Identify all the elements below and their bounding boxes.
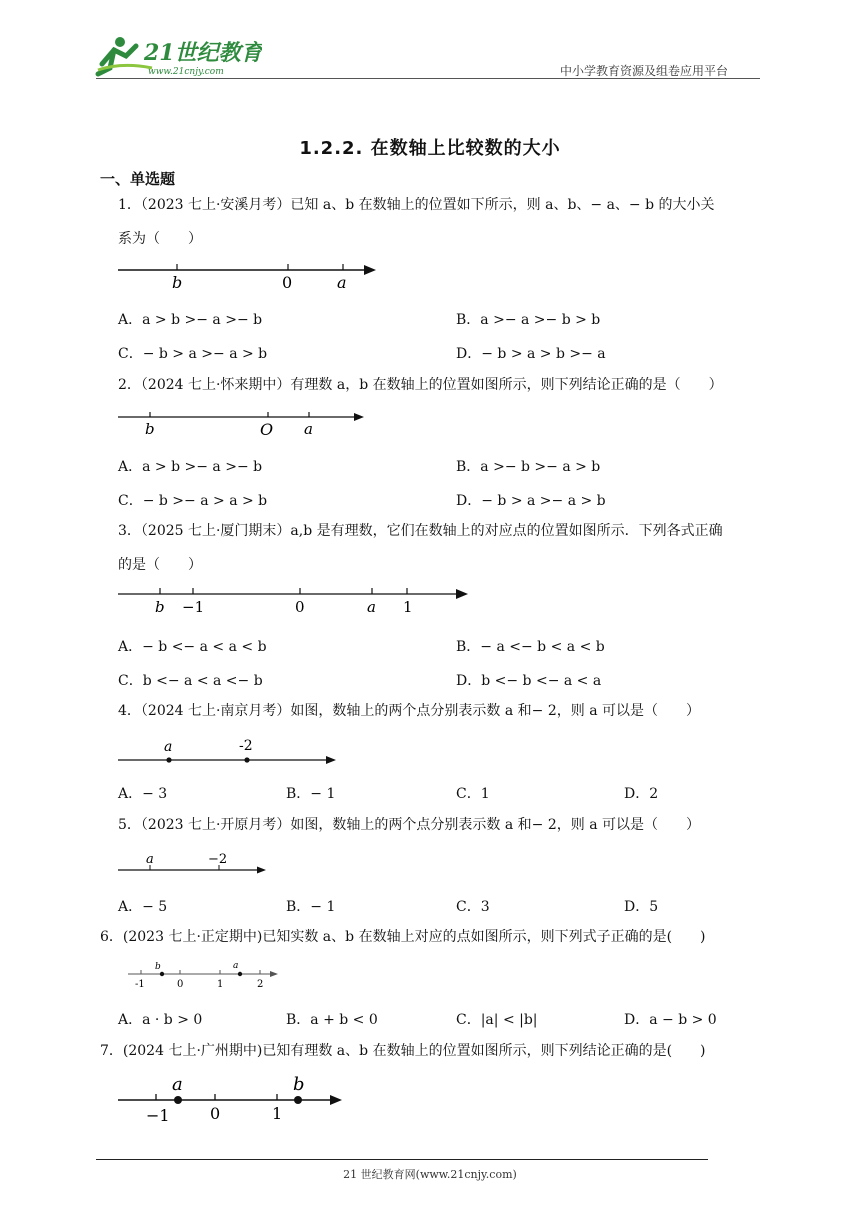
axis-label-a: a (304, 420, 313, 438)
q1-option-c[interactable]: C．− b > a >− a > b (118, 346, 268, 362)
q3-option-d[interactable]: D．b <− b <− a < a (456, 673, 602, 689)
axis-label-b: b (155, 598, 165, 616)
q5-option-d[interactable]: D．5 (624, 899, 659, 915)
question-3-stem-cont: 的是（ ） (118, 557, 202, 573)
q6-option-a[interactable]: A．a · b > 0 (118, 1012, 203, 1028)
question-4-stem: 4．（2024 七上·南京月考）如图，数轴上的两个点分别表示数 a 和− 2，则 a 可以是（ ） (118, 703, 701, 719)
question-5-stem: 5．（2023 七上·开原月考）如图，数轴上的两个点分别表示数 a 和− 2，则 a 可以是（ ） (118, 817, 701, 833)
question-1-number-line (116, 256, 386, 296)
q1-option-a[interactable]: A．a > b >− a >− b (118, 312, 263, 328)
question-4-number-line (116, 734, 346, 770)
question-7-number-line (116, 1070, 356, 1126)
q3-option-c[interactable]: C．b <− a < a <− b (118, 673, 263, 689)
page-title: 1.2.2. 在数轴上比较数的大小 (299, 138, 561, 159)
q2-option-d[interactable]: D．− b > a >− a > b (456, 493, 606, 509)
question-2-stem: 2．（2024 七上·怀来期中）有理数 a，b 在数轴上的位置如图所示，则下列结论正确的是（ ） (118, 377, 723, 393)
platform-name: 中小学教育资源及组卷应用平台 (560, 64, 729, 78)
axis-label-1: 1 (217, 979, 224, 990)
q4-option-a[interactable]: A．− 3 (118, 786, 168, 802)
q1-option-b[interactable]: B．a >− a >− b > b (456, 312, 601, 328)
logo-text: 21世纪教育 (144, 40, 262, 66)
q1-option-d[interactable]: D．− b > a > b >− a (456, 346, 606, 362)
section-heading: 一、单选题 (100, 170, 176, 188)
question-3-number-line (116, 582, 476, 622)
question-2-number-line (116, 406, 376, 442)
q3-option-a[interactable]: A．− b <− a < a < b (118, 639, 267, 655)
logo-url: www.21cnjy.com (148, 67, 224, 77)
q5-option-b[interactable]: B．− 1 (286, 899, 336, 915)
footer-divider (96, 1159, 708, 1160)
axis-label-origin: O (260, 420, 274, 439)
q2-option-b[interactable]: B．a >− b >− a > b (456, 459, 601, 475)
axis-label-neg1: −1 (182, 598, 205, 616)
q4-option-c[interactable]: C．1 (456, 786, 490, 802)
axis-label-2: 2 (257, 979, 264, 990)
axis-label-0: 0 (210, 1104, 221, 1123)
axis-label-b: b (172, 273, 183, 292)
q4-option-d[interactable]: D．2 (624, 786, 659, 802)
q3-option-b[interactable]: B．− a <− b < a < b (456, 639, 605, 655)
axis-label-0: 0 (282, 273, 293, 292)
header-divider (96, 78, 760, 79)
axis-label-neg1: −1 (146, 1106, 170, 1125)
axis-label-a: a (146, 852, 154, 867)
axis-label-a: a (164, 739, 173, 755)
axis-label-a: a (172, 1074, 183, 1095)
axis-label-neg2: −2 (208, 852, 228, 867)
q4-option-b[interactable]: B．− 1 (286, 786, 336, 802)
axis-label-b: b (293, 1074, 305, 1095)
q2-option-c[interactable]: C．− b >− a > a > b (118, 493, 268, 509)
question-1-stem: 1．（2023 七上·安溪月考）已知 a、b 在数轴上的位置如下所示，则 a、b、− a、− b 的大小关 (118, 197, 715, 213)
axis-label-neg2: -2 (239, 738, 253, 754)
question-1-stem-cont: 系为（ ） (118, 231, 202, 247)
q5-option-c[interactable]: C．3 (456, 899, 490, 915)
question-7-stem: 7．(2024 七上·广州期中)已知有理数 a、b 在数轴上的位置如图所示，则下列结论正确的是( ) (100, 1043, 706, 1059)
q6-option-b[interactable]: B．a + b < 0 (286, 1012, 378, 1028)
question-6-number-line (126, 960, 286, 992)
question-3-stem: 3．（2025 七上·厦门期末）a,b 是有理数，它们在数轴上的对应点的位置如图所示．下列各式正确 (118, 523, 723, 539)
site-logo (92, 34, 262, 80)
question-6-stem: 6．(2023 七上·正定期中)已知实数 a、b 在数轴上对应的点如图所示，则下列式子正确的是( ) (100, 929, 706, 945)
q2-option-a[interactable]: A．a > b >− a >− b (118, 459, 263, 475)
axis-label-a: a (367, 598, 376, 616)
q5-option-a[interactable]: A．− 5 (118, 899, 168, 915)
axis-label-a: a (233, 961, 239, 971)
axis-label-neg1: -1 (135, 979, 145, 990)
question-5-number-line (116, 848, 276, 882)
axis-label-1: 1 (272, 1104, 283, 1123)
axis-label-b: b (155, 962, 161, 972)
axis-label-0: 0 (295, 598, 305, 616)
q6-option-d[interactable]: D．a − b > 0 (624, 1012, 717, 1028)
axis-label-0: 0 (177, 979, 184, 990)
axis-label-b: b (145, 420, 155, 438)
q6-option-c[interactable]: C．|a| < |b| (456, 1012, 538, 1028)
axis-label-1: 1 (403, 598, 413, 616)
axis-label-a: a (337, 273, 347, 292)
footer-text: 21 世纪教育网(www.21cnjy.com) (343, 1168, 517, 1181)
